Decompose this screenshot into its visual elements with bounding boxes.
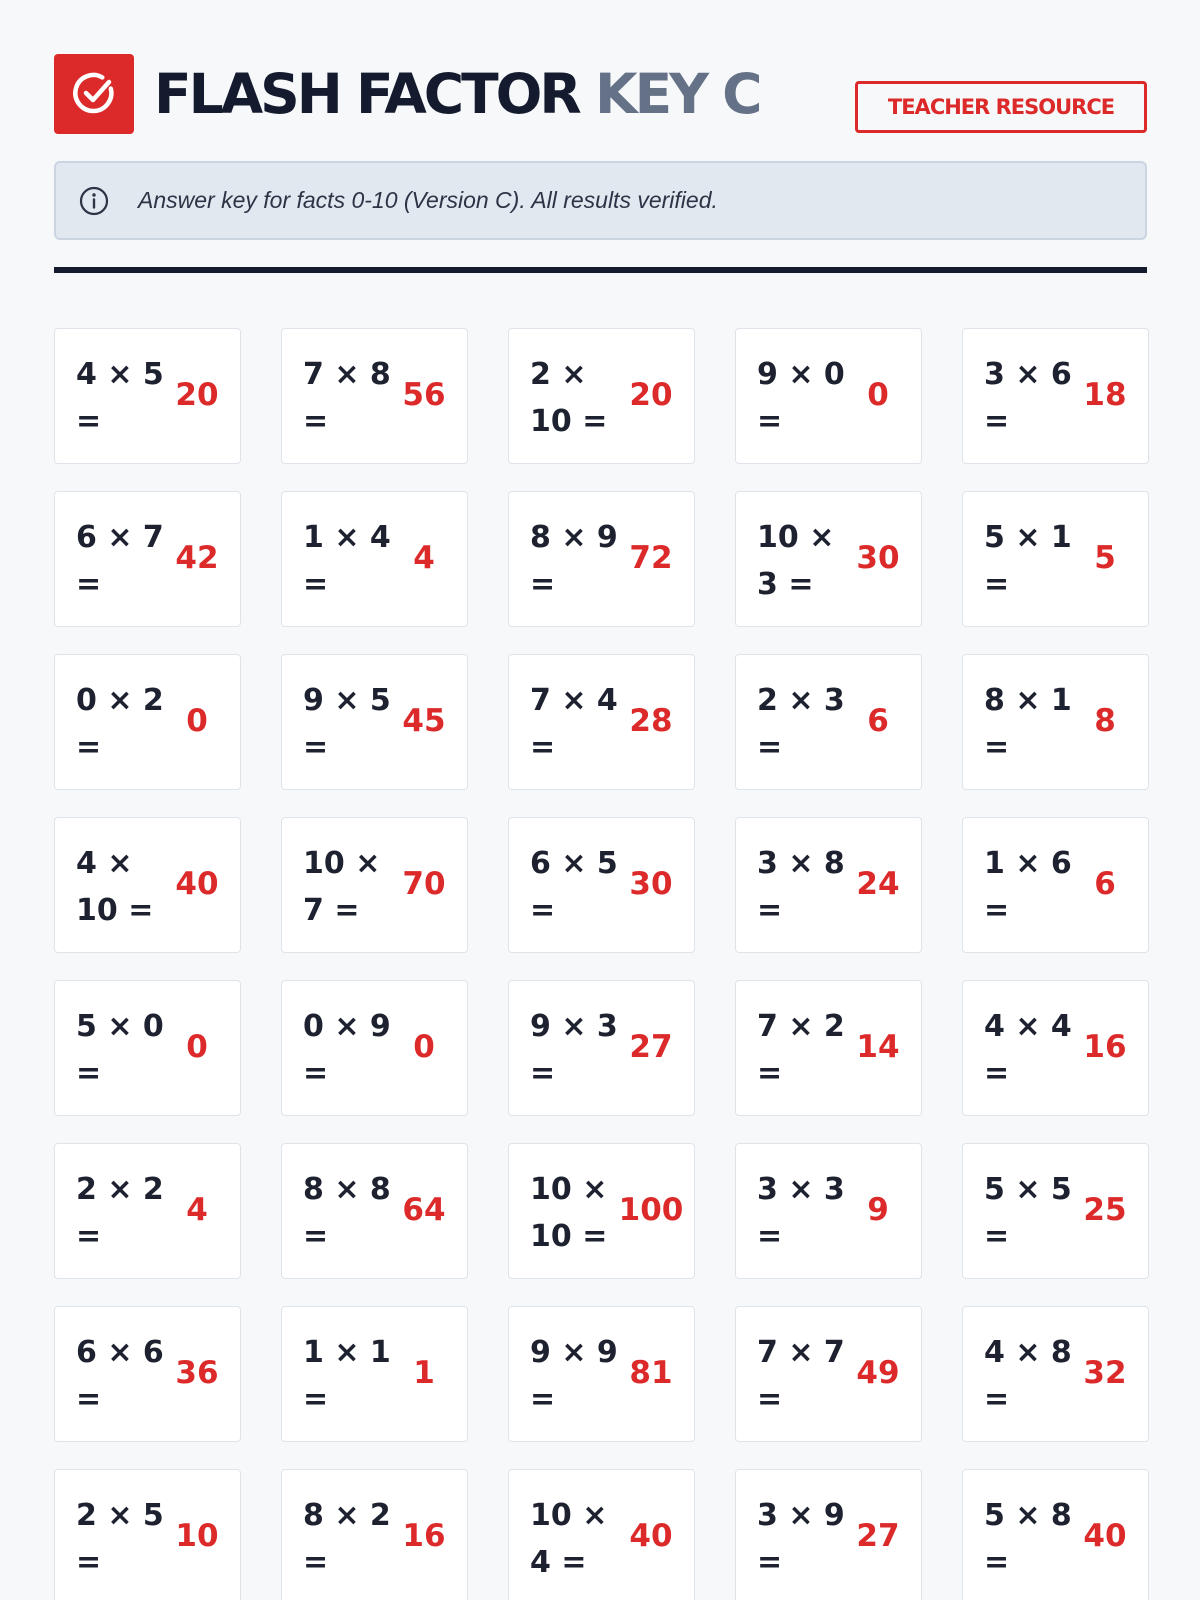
fact-card — [54, 1306, 241, 1442]
fact-answer: 36 — [175, 1355, 219, 1391]
fact-question: 8 × 1 = — [984, 683, 1072, 765]
fact-answer: 40 — [175, 866, 219, 902]
fact-question: 8 × 8 = — [303, 1172, 391, 1254]
fact-answer: 5 — [1094, 540, 1116, 576]
fact-question: 0 × 2 = — [76, 683, 164, 765]
fact-card — [735, 328, 922, 464]
fact-answer: 4 — [413, 540, 435, 576]
fact-question: 2 × 2 = — [76, 1172, 164, 1254]
fact-card — [735, 1306, 922, 1442]
fact-card — [508, 491, 695, 627]
fact-answer: 4 — [186, 1192, 208, 1228]
fact-card — [962, 817, 1149, 953]
fact-question: 2 × 10 = — [530, 357, 608, 439]
fact-card — [281, 1306, 468, 1442]
fact-card — [962, 654, 1149, 790]
fact-question: 8 × 9 = — [530, 520, 618, 602]
fact-card — [508, 817, 695, 953]
fact-question: 0 × 9 = — [303, 1009, 391, 1091]
fact-question: 9 × 9 = — [530, 1335, 618, 1417]
fact-answer: 8 — [1094, 703, 1116, 739]
fact-card — [508, 1306, 695, 1442]
fact-card — [508, 980, 695, 1116]
fact-question: 1 × 4 = — [303, 520, 391, 602]
fact-card — [54, 1143, 241, 1279]
fact-question: 5 × 0 = — [76, 1009, 164, 1091]
fact-answer: 9 — [867, 1192, 889, 1228]
fact-card — [735, 817, 922, 953]
fact-question: 6 × 6 = — [76, 1335, 164, 1417]
fact-answer: 28 — [629, 703, 673, 739]
logo — [54, 54, 134, 134]
fact-question: 3 × 6 = — [984, 357, 1072, 439]
fact-answer: 10 — [175, 1518, 219, 1554]
fact-card — [735, 980, 922, 1116]
fact-question: 7 × 2 = — [757, 1009, 845, 1091]
fact-card — [54, 1469, 241, 1600]
fact-answer: 20 — [629, 377, 673, 413]
fact-question: 9 × 0 = — [757, 357, 845, 439]
fact-card — [735, 491, 922, 627]
fact-question: 10 × 7 = — [303, 846, 381, 928]
title-accent: KEY C — [594, 62, 760, 126]
fact-card — [735, 654, 922, 790]
fact-answer: 0 — [186, 1029, 208, 1065]
fact-card — [281, 491, 468, 627]
fact-card — [508, 1143, 695, 1279]
fact-question: 5 × 8 = — [984, 1498, 1072, 1580]
fact-answer: 40 — [629, 1518, 673, 1554]
fact-question: 10 × 3 = — [757, 520, 835, 602]
fact-question: 3 × 3 = — [757, 1172, 845, 1254]
fact-question: 3 × 8 = — [757, 846, 845, 928]
fact-answer: 27 — [629, 1029, 673, 1065]
fact-question: 10 × 4 = — [530, 1498, 608, 1580]
fact-answer: 42 — [175, 540, 219, 576]
fact-card — [508, 328, 695, 464]
fact-answer: 100 — [618, 1192, 684, 1228]
fact-card — [962, 1143, 1149, 1279]
fact-card — [281, 980, 468, 1116]
fact-answer: 27 — [856, 1518, 900, 1554]
fact-question: 9 × 5 = — [303, 683, 391, 765]
fact-question: 7 × 4 = — [530, 683, 618, 765]
fact-question: 4 × 8 = — [984, 1335, 1072, 1417]
fact-card — [54, 328, 241, 464]
fact-question: 4 × 5 = — [76, 357, 164, 439]
fact-card — [962, 980, 1149, 1116]
fact-card — [735, 1143, 922, 1279]
fact-card — [54, 817, 241, 953]
fact-question: 4 × 4 = — [984, 1009, 1072, 1091]
fact-answer: 40 — [1083, 1518, 1127, 1554]
fact-question: 1 × 6 = — [984, 846, 1072, 928]
fact-card — [508, 1469, 695, 1600]
fact-card — [962, 1306, 1149, 1442]
fact-answer: 56 — [402, 377, 446, 413]
fact-question: 2 × 5 = — [76, 1498, 164, 1580]
fact-card — [962, 1469, 1149, 1600]
fact-question: 5 × 5 = — [984, 1172, 1072, 1254]
fact-answer: 24 — [856, 866, 900, 902]
fact-answer: 18 — [1083, 377, 1127, 413]
fact-question: 2 × 3 = — [757, 683, 845, 765]
fact-question: 6 × 7 = — [76, 520, 164, 602]
fact-answer: 6 — [867, 703, 889, 739]
fact-question: 7 × 8 = — [303, 357, 391, 439]
header — [54, 54, 1147, 134]
fact-question: 8 × 2 = — [303, 1498, 391, 1580]
teacher-resource-badge: TEACHER RESOURCE — [855, 81, 1147, 133]
fact-card — [281, 654, 468, 790]
title-main: FLASH FACTOR — [154, 62, 579, 126]
page-title — [154, 62, 759, 126]
fact-card — [281, 328, 468, 464]
check-circle-icon — [66, 66, 122, 122]
fact-question: 6 × 5 = — [530, 846, 618, 928]
fact-answer: 16 — [1083, 1029, 1127, 1065]
fact-answer: 14 — [856, 1029, 900, 1065]
fact-question: 9 × 3 = — [530, 1009, 618, 1091]
fact-answer: 0 — [867, 377, 889, 413]
fact-answer: 0 — [186, 703, 208, 739]
fact-question: 3 × 9 = — [757, 1498, 845, 1580]
fact-answer: 20 — [175, 377, 219, 413]
fact-answer: 25 — [1083, 1192, 1127, 1228]
fact-card — [508, 654, 695, 790]
fact-answer: 32 — [1083, 1355, 1127, 1391]
fact-question: 10 × 10 = — [530, 1172, 608, 1254]
fact-question: 7 × 7 = — [757, 1335, 845, 1417]
fact-answer: 30 — [629, 866, 673, 902]
fact-question: 5 × 1 = — [984, 520, 1072, 602]
fact-question: 1 × 1 = — [303, 1335, 391, 1417]
fact-answer: 1 — [413, 1355, 435, 1391]
fact-card — [54, 491, 241, 627]
divider — [54, 267, 1147, 273]
fact-card — [281, 1469, 468, 1600]
fact-card — [281, 1143, 468, 1279]
fact-card — [962, 491, 1149, 627]
fact-answer: 81 — [629, 1355, 673, 1391]
fact-answer: 64 — [402, 1192, 446, 1228]
info-banner — [54, 161, 1147, 240]
fact-card — [735, 1469, 922, 1600]
fact-answer: 6 — [1094, 866, 1116, 902]
fact-answer: 30 — [856, 540, 900, 576]
fact-card — [54, 654, 241, 790]
fact-answer: 49 — [856, 1355, 900, 1391]
info-text: Answer key for facts 0-10 (Version C). All results verified. — [138, 187, 718, 213]
fact-card — [281, 817, 468, 953]
fact-answer: 70 — [402, 866, 446, 902]
fact-answer: 0 — [413, 1029, 435, 1065]
fact-answer: 45 — [402, 703, 446, 739]
fact-card — [54, 980, 241, 1116]
fact-answer: 72 — [629, 540, 673, 576]
info-icon — [78, 185, 110, 217]
fact-answer: 16 — [402, 1518, 446, 1554]
fact-question: 4 × 10 = — [76, 846, 154, 928]
fact-card — [962, 328, 1149, 464]
